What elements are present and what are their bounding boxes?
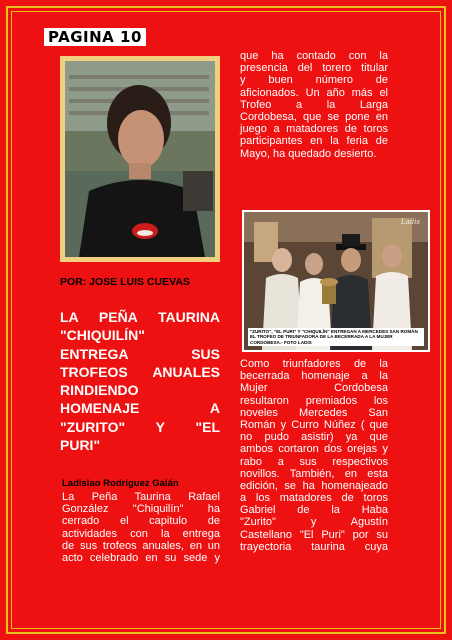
headline-line: RINDIENDO [60, 382, 139, 399]
headline-line: PURI" [60, 437, 101, 454]
body-line: La Peña Taurina Rafael [62, 491, 220, 503]
body-line: ambos cortaron dos orejas y [240, 443, 388, 456]
body-line: Mujer Cordobesa [240, 382, 388, 395]
body-line: Gabriel de la Haba [240, 504, 388, 517]
headline-line: "ZURITO" Y "EL [60, 418, 220, 435]
body-line: becerrada homenaje a la [240, 370, 388, 383]
body-line: aficionados. Un año más el [240, 86, 388, 99]
headline-line: "CHIQUILÍN" [60, 327, 145, 344]
trophy-photo [242, 210, 430, 352]
body-line: Cordobesa, que se pone en [240, 110, 388, 123]
article-author: Ladislao Rodríguez Galán [62, 478, 179, 489]
body-line: juego a matadores de toros [240, 123, 388, 136]
headline-line: TROFEOS ANUALES [60, 363, 220, 380]
body-line: y buen número de [240, 74, 388, 87]
photo-signature: Ladis [400, 218, 420, 226]
body-line: trayectoria taurina cuya [240, 540, 388, 553]
body-line: presencia del torero titular [240, 62, 388, 75]
body-column-right-top [240, 50, 388, 160]
body-line: a los matadores de toros [240, 492, 388, 505]
body-line: edición, se ha homenajeado [240, 479, 388, 492]
body-line: de sus trofeos anuales, en un [62, 539, 220, 552]
body-line: Trofeo a la Larga [240, 98, 388, 111]
headline-line: HOMENAJE A [60, 400, 220, 417]
body-line: Román y Curro Núñez ( que [240, 418, 388, 431]
page-number-header: PAGINA 10 [44, 28, 146, 46]
body-line: Castellano "El Puri" por su [240, 528, 388, 541]
body-line: actividades con la entrega [62, 527, 220, 540]
author-photo-image [65, 61, 215, 257]
body-line: rabo a sus respectivos [240, 455, 388, 468]
body-line: "Zurito" y Agustín [240, 516, 388, 529]
body-line: Como triunfadores de la [240, 358, 388, 370]
byline: POR: JOSE LUIS CUEVAS [60, 276, 190, 288]
body-line: Mayo, ha quedado desierto. [240, 147, 377, 160]
body-line: acto celebrado en su sede y [62, 551, 220, 564]
body-column-right-bottom [240, 358, 388, 553]
body-line: participantes en la feria de [240, 135, 388, 148]
body-line: cerrado el capitulo de [62, 515, 220, 528]
article-headline [60, 308, 220, 454]
body-line: González "Chiquilín" ha [62, 503, 220, 516]
headline-line: ENTREGA SUS [60, 345, 220, 362]
headline-line: LA PEÑA TAURINA [60, 309, 220, 325]
body-line: no pudo asistir) ya que [240, 431, 388, 444]
body-line: que ha contado con la [240, 50, 388, 62]
author-photo [60, 56, 220, 262]
body-line: resultaron premiados los [240, 394, 388, 407]
body-line: novillos. También, en esta [240, 467, 388, 480]
photo-caption: "ZURITO", "EL PURI" Y "CHIQUILÍN" ENTREGAN A MERCEDES SAN ROMÁN EL TROFEO DE TRIUNFADORA DE LA BECERRADA A LA MUJER CORDOBESA.- FOTO LADIS [248, 328, 424, 346]
body-column-left [62, 491, 220, 564]
body-line: noveles Mercedes San [240, 406, 388, 419]
